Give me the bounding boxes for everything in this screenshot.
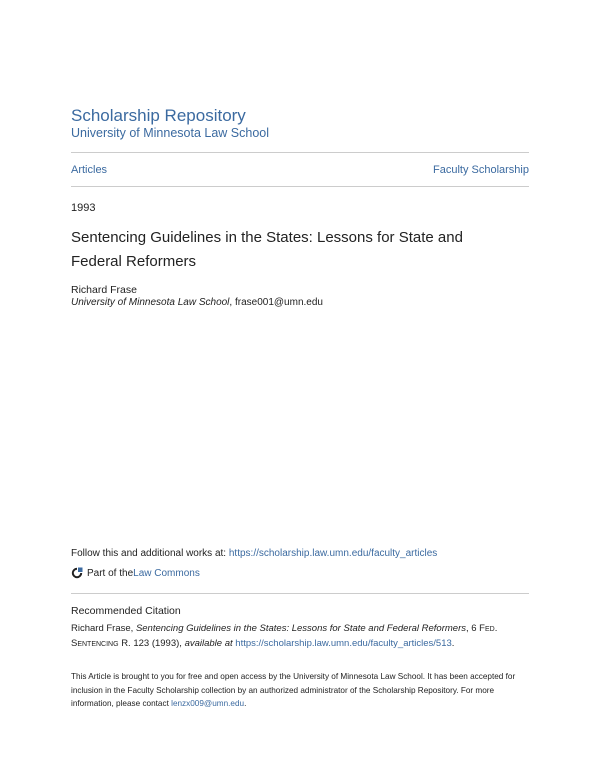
part-of-prefix: Part of the — [87, 567, 134, 579]
publication-year: 1993 — [71, 202, 96, 214]
law-commons-link[interactable]: Law Commons — [133, 567, 200, 579]
author-affiliation — [71, 297, 323, 308]
nav-faculty-scholarship-link[interactable]: Faculty Scholarship — [433, 164, 529, 176]
citation-url-link[interactable]: https://scholarship.law.umn.edu/faculty_articles/513 — [235, 638, 452, 649]
divider — [71, 186, 529, 187]
recommended-citation-heading: Recommended Citation — [71, 605, 181, 617]
repository-subtitle[interactable]: University of Minnesota Law School — [71, 126, 270, 140]
follow-prefix: Follow this and additional works at: — [71, 548, 229, 559]
citation-journal: , 6 Fed. Sentencing R. 123 (1993), — [71, 623, 498, 649]
affiliation-name: University of Minnesota Law School — [71, 297, 230, 308]
author-name: Richard Frase — [71, 284, 137, 296]
contact-email-link[interactable]: lenzx009@umn.edu — [171, 699, 245, 708]
repository-title[interactable]: Scholarship Repository — [71, 106, 246, 125]
notice-text: This Article is brought to you for free and open access by the University of Minnesota Law School. It has been accepted for inclusion in the Faculty Scholarship collection by an authorized administrator of the Scholarship Repository. For more information, please contact — [71, 672, 516, 708]
open-access-notice — [71, 670, 531, 711]
citation-title: Sentencing Guidelines in the States: Lessons for State and Federal Reformers — [135, 623, 466, 634]
divider — [71, 152, 529, 153]
citation-available-at: available at — [184, 638, 236, 649]
citation-end: . — [451, 638, 455, 649]
nav-articles-link[interactable]: Articles — [71, 164, 108, 176]
citation-author: Richard Frase, — [71, 623, 136, 634]
follow-line — [71, 548, 437, 559]
follow-url-link[interactable]: https://scholarship.law.umn.edu/faculty_articles — [228, 548, 438, 559]
part-of-line — [71, 567, 200, 579]
citation-text — [71, 621, 531, 651]
notice-end: . — [244, 699, 247, 708]
bepress-commons-icon — [71, 567, 83, 579]
article-title: Sentencing Guidelines in the States: Lessons for State and Federal Reformers — [71, 229, 463, 270]
author-email: , frase001@umn.edu — [229, 297, 323, 308]
divider — [71, 593, 529, 594]
